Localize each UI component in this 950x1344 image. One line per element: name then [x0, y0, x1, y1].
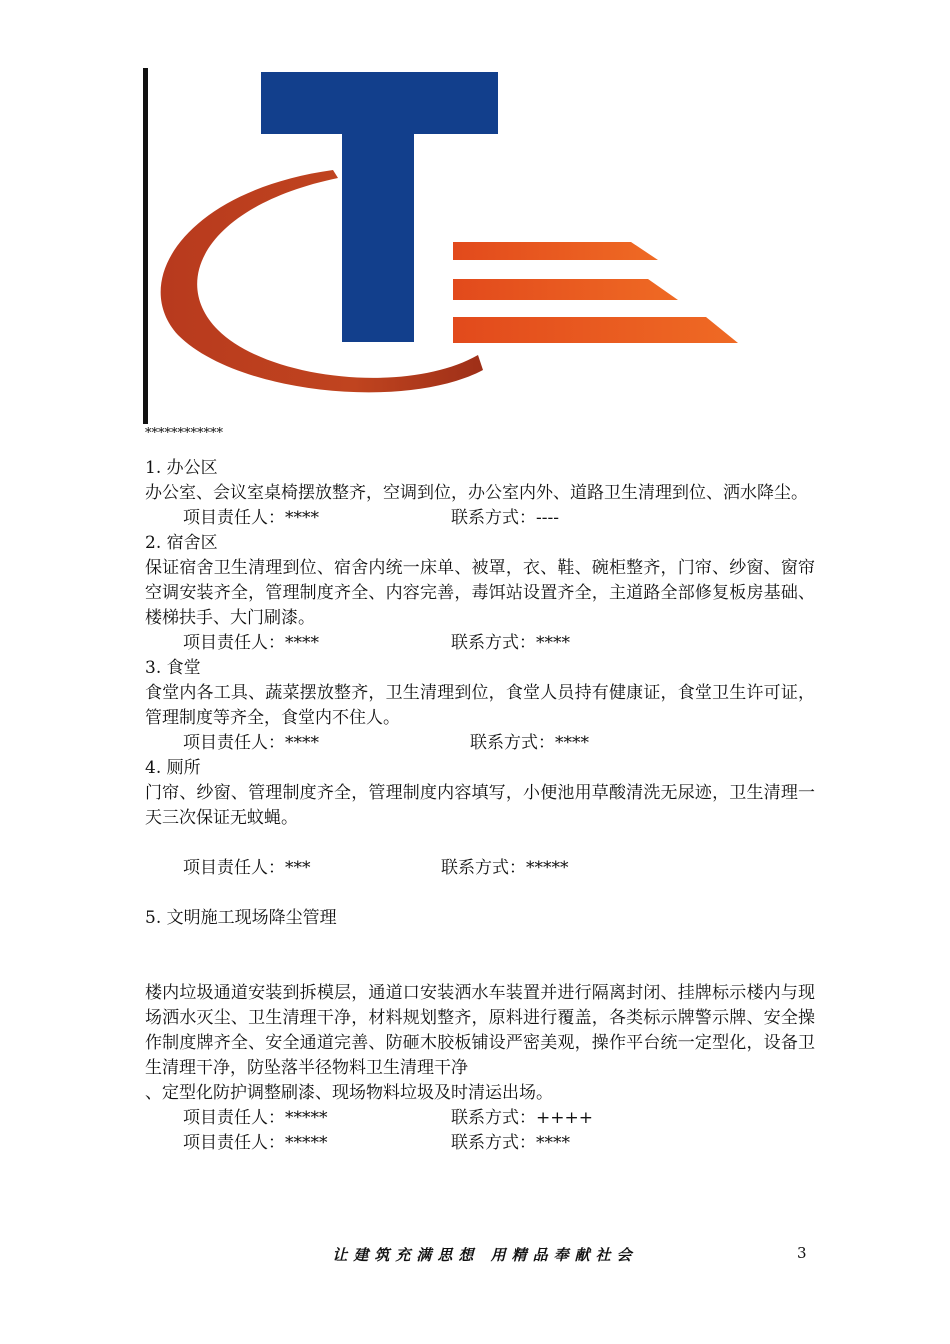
logo-t-stem [342, 130, 414, 342]
section-heading: 4. 厕所 [145, 758, 201, 778]
responsible-person: 项目责任人：**** [183, 633, 319, 653]
contact-info: 联系方式：**** [451, 633, 570, 653]
section-paragraph: 门帘、纱窗、管理制度齐全，管理制度内容填写，小便池用草酸清洗无尿迹，卫生清理一天三次保证无蚊蝇。 [145, 783, 815, 828]
page-number: 3 [797, 1244, 807, 1262]
section-paragraph: 办公室、会议室桌椅摆放整齐，空调到位，办公室内外、道路卫生清理到位、洒水降尘。 [145, 483, 808, 503]
contact-info: 联系方式：***** [441, 858, 569, 878]
contact-row [145, 856, 815, 881]
contact-row [145, 731, 815, 756]
section-paragraph: 楼内垃圾通道安装到拆模层，通道口安装洒水车装置并进行隔离封闭、挂牌标示楼内与现场洒水灭尘、卫生清理干净，材料规划整齐，原料进行覆盖，各类标示牌警示牌、安全操作制度牌齐全、安全通道完善、防砸木胶板铺设严密美观，操作平台统一定型化，设备卫生清理干净，防坠落半径物料卫生清理干净 [145, 983, 815, 1078]
section-paragraph: 保证宿舍卫生清理到位、宿舍内统一床单、被罩，衣、鞋、碗柜整齐，门帘、纱窗、窗帘空调安装齐全，管理制度齐全、内容完善，毒饵站设置齐全，主道路全部修复板房基础、楼梯扶手、大门刷漆。 [145, 558, 815, 628]
contact-info: 联系方式：++++ [451, 1108, 593, 1128]
ct-logo-icon [148, 70, 748, 400]
document-body [145, 456, 815, 1156]
logo-c-arc [161, 170, 483, 392]
responsible-person: 项目责任人：**** [183, 733, 319, 753]
section-heading: 1. 办公区 [145, 458, 218, 478]
footer-motto: 让建筑充满思想 用精品奉献社会 [332, 1246, 638, 1264]
contact-info: 联系方式：**** [451, 1133, 570, 1153]
responsible-person: 项目责任人：*** [183, 858, 311, 878]
contact-row [145, 1131, 815, 1156]
contact-info: 联系方式：**** [470, 733, 589, 753]
responsible-person: 项目责任人：**** [183, 508, 319, 528]
contact-info: 联系方式：---- [451, 508, 559, 528]
section-heading: 5. 文明施工现场降尘管理 [145, 908, 337, 928]
responsible-person: 项目责任人：***** [183, 1108, 328, 1128]
section-heading: 2. 宿舍区 [145, 533, 218, 553]
section-paragraph: 、定型化防护调整刷漆、现场物料垃圾及时清运出场。 [145, 1083, 553, 1103]
section-paragraph: 食堂内各工具、蔬菜摆放整齐，卫生清理到位，食堂人员持有健康证，食堂卫生许可证，管理制度等齐全，食堂内不住人。 [145, 683, 815, 728]
contact-row [145, 631, 815, 656]
contact-row [145, 506, 815, 531]
logo-stripe-bottom [453, 317, 738, 343]
logo-stripe-top [453, 242, 658, 260]
logo-stripe-middle [453, 279, 678, 300]
responsible-person: 项目责任人：***** [183, 1133, 328, 1153]
logo-t-top [261, 72, 498, 134]
separator-stars: ************ [145, 426, 223, 441]
section-heading: 3. 食堂 [145, 658, 201, 678]
contact-row [145, 1106, 815, 1131]
